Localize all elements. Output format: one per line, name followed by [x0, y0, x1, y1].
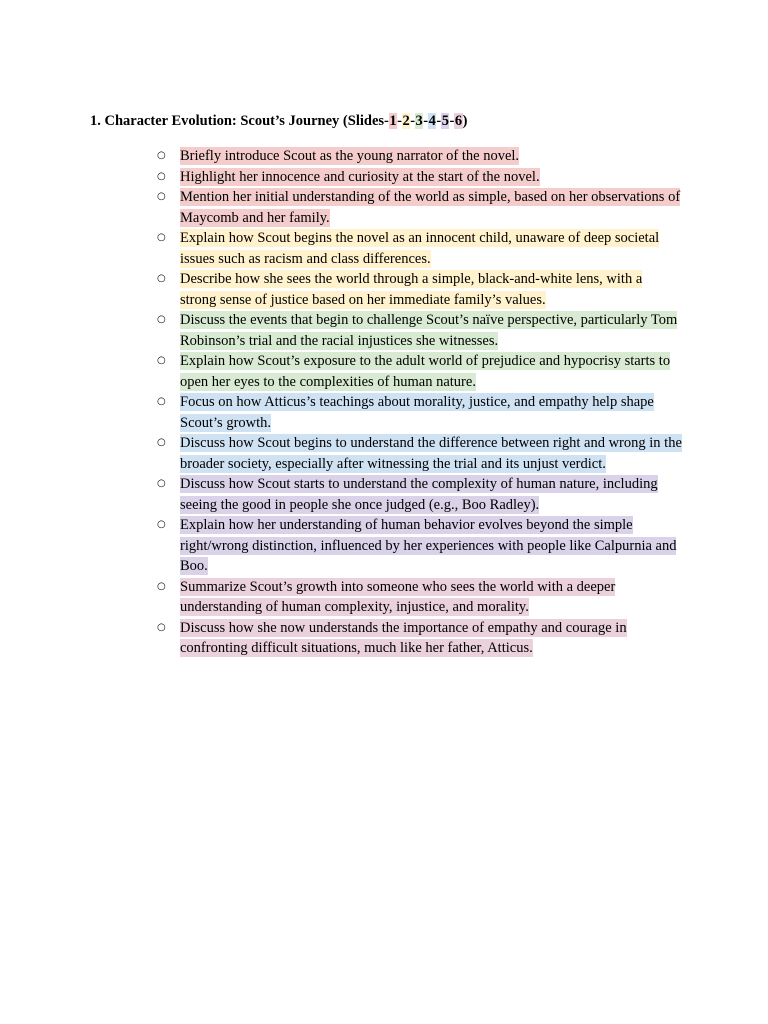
list-item [152, 351, 682, 392]
heading-slide-number: 6 [454, 113, 463, 129]
hollow-circle-bullet-icon: ○ [157, 396, 166, 407]
heading-prefix: 1. Character Evolution: Scout’s Journey (Slides- [90, 113, 389, 129]
hollow-circle-bullet-icon: ○ [157, 273, 166, 284]
list-item [152, 269, 682, 310]
bullet-text: Highlight her innocence and curiosity at the start of the novel. [180, 168, 540, 185]
hollow-circle-bullet-icon: ○ [157, 580, 166, 592]
bullet-text: Discuss how Scout begins to understand the difference between right and wrong in the broader society, especially after witnessing the trial and its unjust verdict. [180, 435, 682, 472]
list-item [152, 228, 682, 269]
bullet-text: Explain how Scout’s exposure to the adult world of prejudice and hypocrisy starts to open her eyes to the complexities of human nature. [180, 353, 671, 390]
hollow-circle-bullet-icon: ○ [157, 150, 166, 161]
hollow-circle-bullet-icon: ○ [157, 519, 166, 530]
bullet-text: Explain how Scout begins the novel as an innocent child, unaware of deep societal issues such as racism and class differences. [180, 230, 660, 267]
hollow-circle-bullet-icon: ○ [157, 437, 166, 448]
heading-slide-number: 3 [415, 113, 423, 129]
hollow-circle-bullet-icon: ○ [157, 191, 166, 202]
heading-slide-number: 1 [389, 113, 397, 129]
hollow-circle-bullet-icon: ○ [157, 355, 166, 366]
list-item [152, 474, 682, 515]
heading-slide-numbers [389, 113, 463, 129]
hollow-circle-bullet-icon: ○ [157, 621, 166, 633]
heading-slide-separator: - [397, 113, 402, 129]
bullet-text: Discuss how she now understands the importance of empathy and courage in confronting difficult situations, much like her father, Atticus. [180, 619, 627, 656]
bullet-text: Discuss how Scout starts to understand the complexity of human nature, including seeing the good in people she once judged (e.g., Boo Radley). [180, 476, 658, 513]
list-item [152, 392, 682, 433]
bullet-text: Discuss the events that begin to challenge Scout’s naïve perspective, particularly Tom Robinson’s trial and the racial injustices she witnesses. [180, 312, 678, 349]
list-item [152, 433, 682, 474]
hollow-circle-bullet-icon: ○ [157, 232, 166, 243]
list-item [152, 146, 682, 167]
bullet-text: Focus on how Atticus’s teachings about morality, justice, and empathy help shape Scout’s growth. [180, 394, 654, 431]
list-item [152, 310, 682, 351]
heading-slide-separator: - [423, 113, 429, 129]
outline-bullet-list [152, 146, 682, 659]
list-item [152, 167, 682, 188]
heading-slide-number: 2 [402, 113, 410, 129]
list-item [152, 577, 682, 618]
bullet-text: Explain how her understanding of human behavior evolves beyond the simple right/wrong distinction, influenced by her experiences with people like Calpurnia and Boo. [180, 517, 677, 574]
heading-slide-separator: - [410, 113, 416, 129]
list-item [152, 618, 682, 659]
heading-slide-separator: - [436, 113, 442, 129]
section-heading [90, 111, 467, 131]
heading-slide-number: 4 [428, 113, 436, 129]
bullet-text: Mention her initial understanding of the world as simple, based on her observations of Maycomb and her family. [180, 189, 681, 226]
list-item [152, 515, 682, 577]
hollow-circle-bullet-icon: ○ [157, 478, 166, 489]
heading-slide-number: 5 [441, 113, 449, 129]
list-item [152, 187, 682, 228]
heading-suffix: ) [462, 113, 468, 129]
hollow-circle-bullet-icon: ○ [157, 314, 166, 325]
bullet-text: Briefly introduce Scout as the young narrator of the novel. [180, 148, 520, 164]
bullet-text: Summarize Scout’s growth into someone who sees the world with a deeper understanding of human complexity, injustice, and morality. [180, 578, 616, 615]
hollow-circle-bullet-icon: ○ [157, 170, 166, 182]
heading-slide-separator: - [449, 113, 455, 129]
bullet-text: Describe how she sees the world through a simple, black-and-white lens, with a strong sense of justice based on her immediate family’s values. [180, 271, 643, 308]
